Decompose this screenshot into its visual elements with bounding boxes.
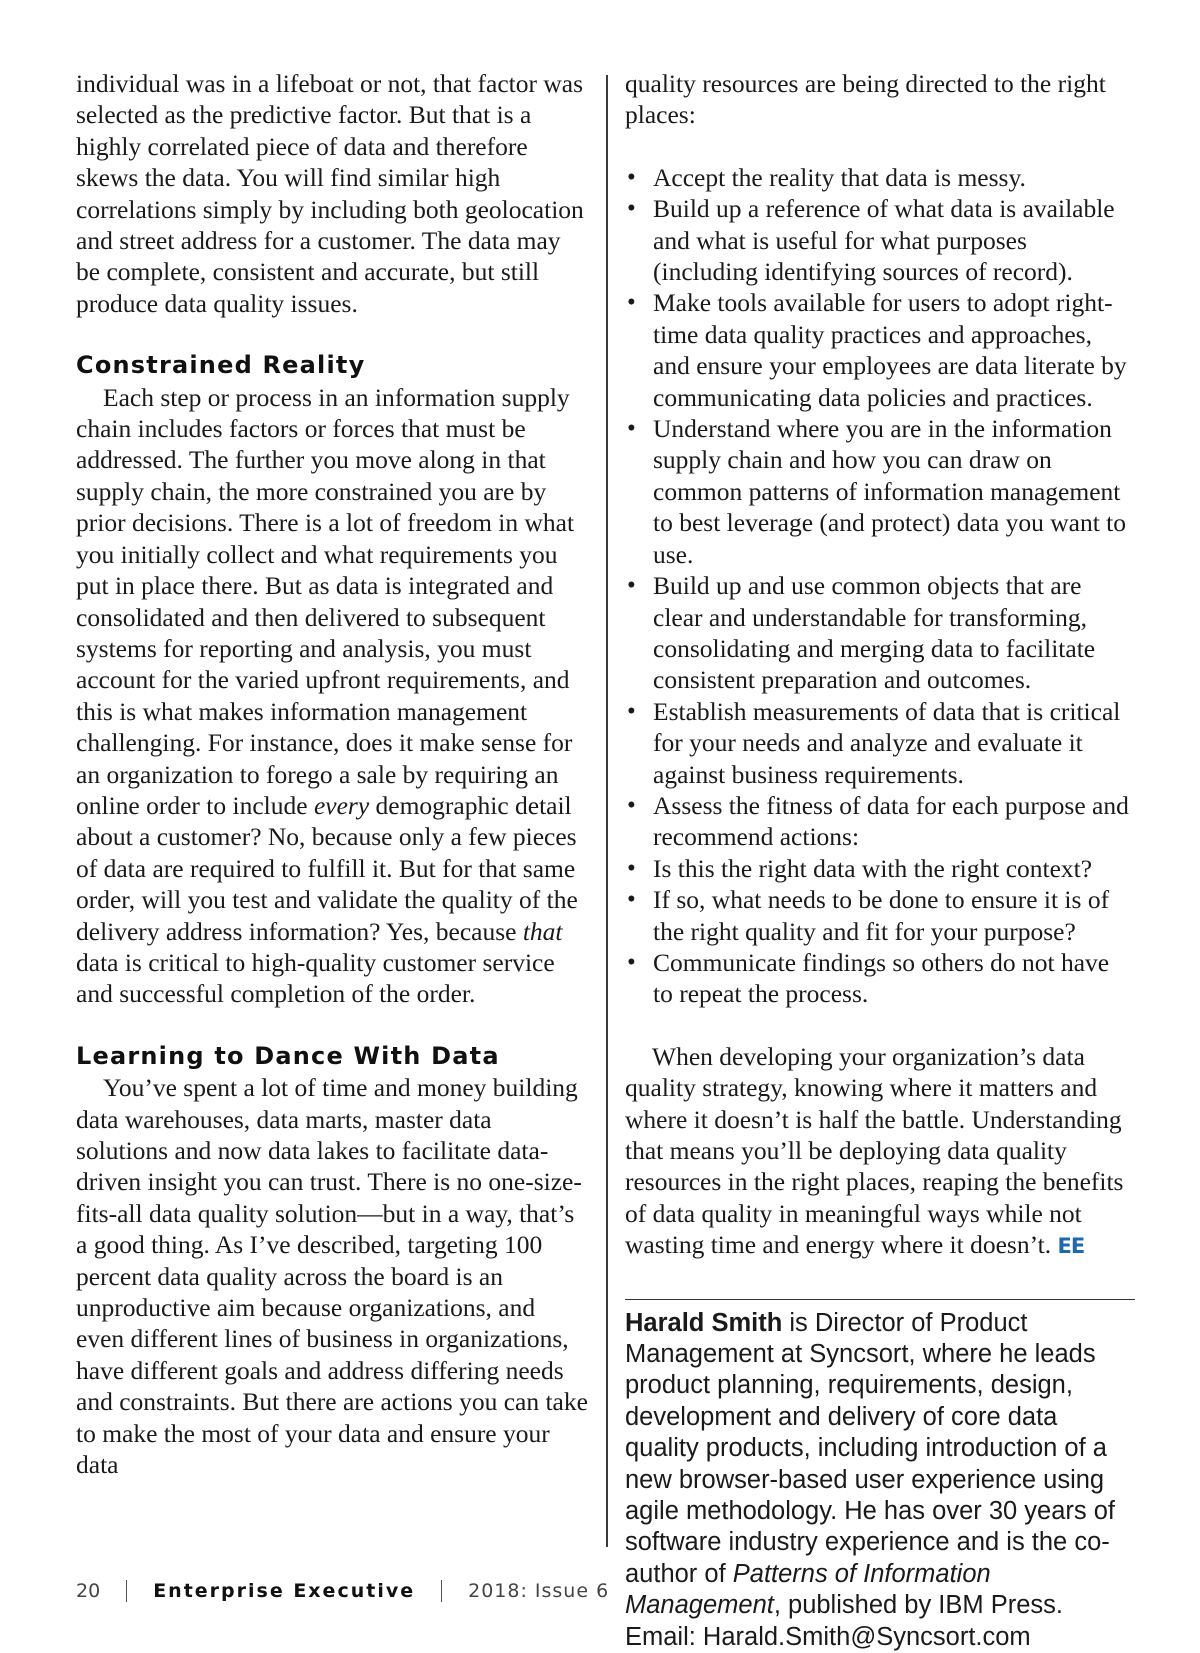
right-intro-paragraph: quality resources are being directed to the right places:	[625, 69, 1106, 130]
section-heading-learning-to-dance: Learning to Dance With Data	[76, 1041, 500, 1070]
footer-separator	[126, 1580, 127, 1602]
spacer	[625, 1010, 1135, 1041]
list-item	[625, 947, 1135, 1010]
list-item-text: If so, what needs to be done to ensure it is of the right quality and fit for your purpose?	[653, 885, 1110, 946]
emphasis-every: every	[313, 790, 370, 820]
bullet-icon: •	[627, 415, 636, 443]
closing-text: When developing your organization’s data quality strategy, knowing where it matters and where it doesn’t is half the battle. Understanding that means you’ll be deploying data quality resources in the right places, reaping the benefits of data quality in meaningful ways while not wasting time and energy where it doesn’t.	[625, 1041, 1124, 1260]
bullet-icon: •	[627, 948, 636, 976]
list-item	[625, 162, 1135, 193]
author-bio	[625, 1308, 1135, 1653]
bullet-icon: •	[627, 854, 636, 882]
list-item-text: Make tools available for users to adopt right-time data quality practices and approaches, and ensure your employees are data literate by communicating data policies and practices.	[653, 288, 1127, 412]
book-title: Patterns of Information Management	[625, 1559, 991, 1620]
recommendations-list	[625, 162, 1135, 1010]
emphasis-that: that	[522, 916, 563, 946]
list-item-text: Communicate findings so others do not have to repeat the process.	[653, 947, 1110, 1009]
constrained-reality-paragraph	[76, 382, 588, 1010]
list-item-text: Establish measurements of data that is critical for your needs and analyze and evaluate it against business requirements.	[653, 696, 1121, 789]
bio-divider	[625, 1299, 1135, 1300]
left-column	[76, 68, 588, 1480]
bullet-icon: •	[627, 886, 636, 914]
footer-separator	[441, 1580, 442, 1602]
list-item-text: Understand where you are in the information supply chain and how you can draw on common patterns of information management to best leverage (and protect) data you want to use.	[653, 414, 1126, 569]
page-number: 20	[76, 1580, 101, 1602]
spacer	[625, 131, 1135, 162]
right-column	[625, 68, 1135, 1653]
list-item-text: Accept the reality that data is messy.	[653, 162, 1026, 192]
bullet-icon: •	[627, 572, 636, 600]
bullet-icon: •	[627, 289, 636, 317]
page-footer	[76, 1577, 609, 1605]
author-email: Email: Harald.Smith@Syncsort.com	[625, 1622, 1031, 1651]
list-item	[625, 853, 1135, 884]
intro-paragraph: individual was in a lifeboat or not, that factor was selected as the predictive factor. But that is a highly correlated piece of data and therefore skews the data. You will find similar high correlations simply by including both geolocation and street address for a customer. The data may be complete, consistent and accurate, but still produce data quality issues.	[76, 69, 584, 318]
list-item	[625, 287, 1135, 413]
list-item	[625, 884, 1135, 947]
list-item-text: Assess the fitness of data for each purpose and recommend actions:	[653, 790, 1129, 852]
list-item	[625, 193, 1135, 287]
learning-to-dance-paragraph: You’ve spent a lot of time and money building data warehouses, data marts, master data solutions and now data lakes to facilitate data-driven insight you can trust. There is no one-size-fits-all data quality solution—but in a way, that’s a good thing. As I’ve described, targeting 100 percent data quality across the board is an unproductive aim because organizations, and even different lines of business in organizations, have different goals and address differing needs and constraints. But there are actions you can take to make the most of your data and ensure your data	[76, 1073, 588, 1480]
text-run: data is critical to high-quality customer service and successful completion of the order.	[76, 947, 555, 1009]
list-item-text: Is this the right data with the right context?	[653, 853, 1093, 883]
list-item	[625, 413, 1135, 570]
magazine-name: Enterprise Executive	[153, 1580, 416, 1602]
issue-label: 2018: Issue 6	[468, 1580, 610, 1602]
bullet-icon: •	[627, 791, 636, 819]
section-heading-constrained-reality: Constrained Reality	[76, 351, 366, 380]
bullet-icon: •	[627, 195, 636, 223]
list-item-text: Build up a reference of what data is available and what is useful for what purposes (including identifying sources of record).	[653, 194, 1115, 287]
list-item	[625, 570, 1135, 696]
author-name: Harald Smith	[625, 1308, 783, 1337]
spacer	[76, 1010, 588, 1041]
closing-paragraph	[625, 1041, 1135, 1263]
column-divider	[606, 75, 608, 1547]
bullet-icon: •	[627, 697, 636, 725]
end-mark-icon: EE	[1057, 1234, 1085, 1259]
spacer	[76, 319, 588, 350]
bio-text: is Director of Product Management at Syncsort, where he leads product planning, requirements, design, development and delivery of core data quality products, including introduction of a new browser-based user experience using agile methodology. He has over 30 years of software industry experience and is the co-author of	[625, 1308, 1115, 1588]
bio-text: , published by IBM Press.	[773, 1591, 1063, 1620]
list-item	[625, 790, 1135, 853]
list-item	[625, 696, 1135, 790]
text-run: demographic detail about a customer? No, because only a few pieces of data are required to fulfill it. But for that same order, will you test and validate the quality of the delivery address information? Yes, because	[76, 790, 578, 946]
bullet-icon: •	[627, 163, 636, 191]
list-item-text: Build up and use common objects that are clear and understandable for transforming, consolidating and merging data to facilitate consistent preparation and outcomes.	[653, 571, 1096, 695]
text-run: Each step or process in an information supply chain includes factors or forces that must be addressed. The further you move along in that supply chain, the more constrained you are by prior decisions. There is a lot of freedom in what you initially collect and what requirements you put in place there. But as data is integrated and consolidated and then delivered to subsequent systems for reporting and analysis, you must account for the varied upfront requirements, and this is what makes information management challenging. For instance, does it make sense for an organization to forego a sale by requiring an online order to include	[76, 382, 575, 820]
